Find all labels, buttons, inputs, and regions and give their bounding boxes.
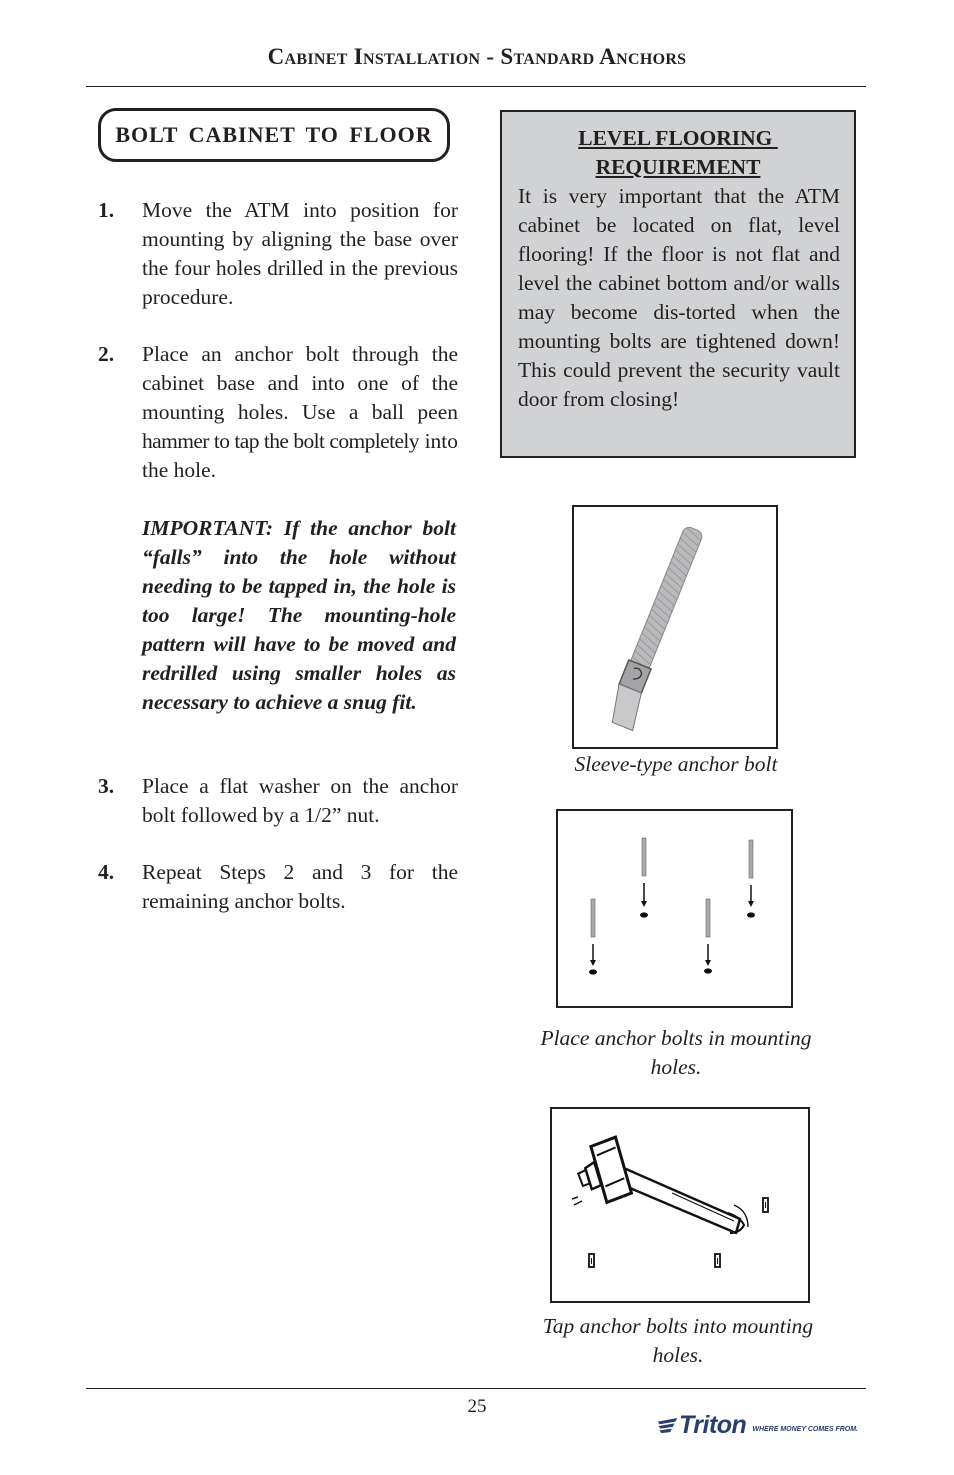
- level-flooring-note: [500, 110, 856, 458]
- logo-wordmark: Triton: [678, 1411, 747, 1439]
- step-text: Move the ATM into position for mounting by aligning the base over the four holes drilled in the previous procedure.: [142, 198, 458, 309]
- step-number: 2.: [98, 342, 115, 366]
- step-number: 1.: [98, 198, 115, 222]
- bolt-2: [747, 840, 755, 918]
- place-bolts-illustration: [558, 811, 791, 1006]
- bolt-3: [589, 899, 597, 975]
- triton-swoosh-icon: [656, 1415, 679, 1437]
- footer-rule: [86, 1388, 866, 1389]
- step-text-main: Place an anchor bolt through the cabinet base and into one of the mounting holes. Use a ball peen: [142, 342, 458, 424]
- hammer-illustration: [552, 1109, 808, 1301]
- anchor-bolt-figure: [572, 505, 778, 749]
- figure-caption-2-line-2: holes.: [650, 1055, 702, 1079]
- bolt-4: [704, 899, 712, 974]
- figure-caption-2-line-1: Place anchor bolts in mounting: [540, 1026, 812, 1050]
- figure-caption-2: [500, 1024, 852, 1082]
- note-title-line-2: REQUIREMENT: [595, 155, 761, 179]
- step-text: [142, 340, 458, 485]
- place-bolts-figure: [556, 809, 793, 1008]
- step-1: [98, 196, 458, 312]
- step-text: Place a flat washer on the anchor bolt followed by a 1/2” nut.: [142, 774, 458, 827]
- bolt-bottom-left: [589, 1254, 594, 1267]
- figure-caption-3: [500, 1312, 856, 1370]
- anchor-bolt-illustration: [574, 507, 776, 747]
- figure-caption-1: Sleeve-type anchor bolt: [574, 752, 778, 776]
- note-title: [502, 124, 854, 182]
- step-3: [98, 772, 458, 830]
- step-text-end: into the hole.: [142, 429, 459, 482]
- bolt-1: [640, 838, 648, 918]
- page-number: 25: [467, 1396, 487, 1417]
- step-text: Repeat Steps 2 and 3 for the remaining anchor bolts.: [142, 860, 458, 913]
- page-title: Cabinet Installation - Standard Anchors: [267, 44, 687, 69]
- step-number: 3.: [98, 774, 115, 798]
- triton-logo: [656, 1411, 858, 1437]
- step-number: 4.: [98, 860, 115, 884]
- tap-bolts-figure: [550, 1107, 810, 1303]
- step-4: [98, 858, 458, 916]
- step-2: [98, 340, 458, 485]
- logo-tagline: WHERE MONEY COMES FROM.: [752, 1426, 858, 1433]
- step-text-tight: hammer to tap the bolt completely: [142, 429, 419, 453]
- figure-caption-3-line-2: holes.: [652, 1343, 704, 1367]
- important-note: IMPORTANT: If the anchor bolt “falls” into the hole without needing to be tapped in, the hole is too large! The mounting-hole pattern will have to be moved and redrilled using smaller holes as necessary to achieve a snug fit.: [142, 516, 456, 714]
- section-title: BOLT CABINET TO FLOOR: [98, 108, 450, 162]
- note-body: It is very important that the ATM cabinet be located on flat, level flooring! If the floor is not flat and level the cabinet bottom and/or walls may become dis-torted when the mounting bolts are tightened down! This could prevent the security vault door from closing!: [518, 184, 840, 411]
- bolt-top-right: [763, 1198, 768, 1212]
- header-rule: [86, 86, 866, 87]
- figure-caption-3-line-1: Tap anchor bolts into mounting: [542, 1314, 814, 1338]
- note-title-line-1: LEVEL FLOORING: [578, 126, 778, 150]
- bolt-bottom-right: [715, 1254, 720, 1267]
